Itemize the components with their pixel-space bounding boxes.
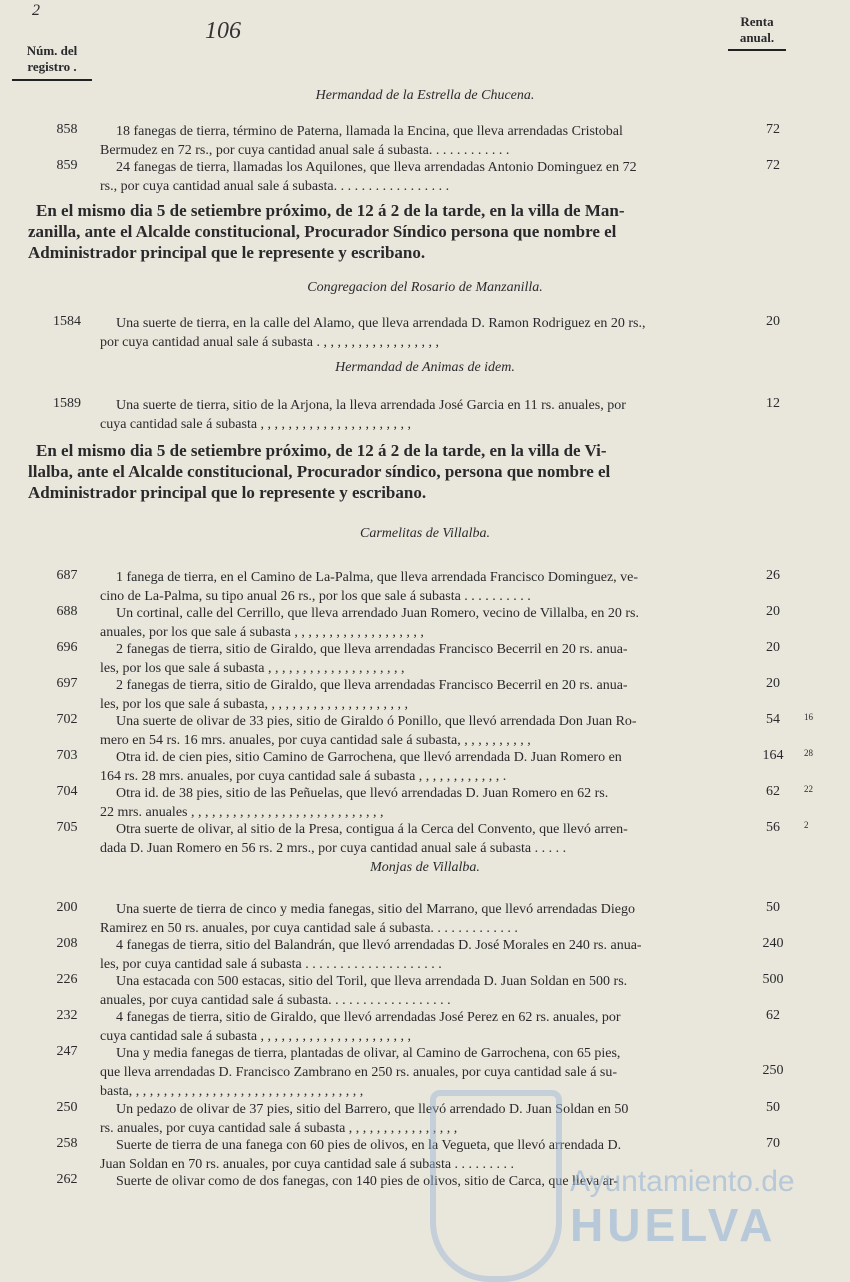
registry-number: 705 <box>56 820 78 835</box>
entry-line: rs., por cuya cantidad anual sale á subasta. . . . . . . . . . . . . . . . . <box>100 179 450 194</box>
entry-line: Una y media fanegas de tierra, plantadas de olivar, al Camino de Garrochena, con 65 pies, <box>116 1046 621 1061</box>
entry-text <box>100 820 760 858</box>
registry-number: 703 <box>56 748 78 763</box>
rent-amount: 20 <box>766 676 780 691</box>
entry-line: Suerte de olivar como de dos fanegas, con 140 pies de olivos, sitio de Carca, que lleva ar- <box>116 1174 619 1189</box>
entry-line: 2 fanegas de tierra, sitio de Giraldo, que lleva arrendadas Francisco Becerril en 20 rs. anua- <box>116 678 628 693</box>
registry-number: 226 <box>56 972 78 987</box>
entry-line: 4 fanegas de tierra, sitio de Giraldo, que llevó arrendadas José Perez en 62 rs. anuales, por <box>116 1010 621 1025</box>
entry-line: 18 fanegas de tierra, término de Paterna, llamada la Encina, que lleva arrendadas Cristobal <box>116 124 623 139</box>
registry-number: 687 <box>56 568 78 583</box>
registry-number: 200 <box>56 900 78 915</box>
section-title-estrella: Hermandad de la Estrella de Chucena. <box>315 88 535 103</box>
header-rule <box>728 49 786 51</box>
rent-maravedis: 28 <box>804 748 813 758</box>
auction-announcement-manzanilla <box>28 200 798 263</box>
rent-amount: 20 <box>766 640 780 655</box>
entry-line: les, por los que sale á subasta , , , , , , , , , , , , , , , , , , , , <box>100 661 405 676</box>
entry-line: 164 rs. 28 mrs. anuales, por cuya cantidad sale á subasta , , , , , , , , , , , , . <box>100 769 507 784</box>
registry-number-header <box>12 43 92 81</box>
registry-number: 258 <box>56 1136 78 1151</box>
entry-line: Una suerte de tierra, en la calle del Alamo, que lleva arrendada D. Ramon Rodriguez en 20 rs., <box>116 316 646 331</box>
rent-maravedis: 2 <box>804 820 809 830</box>
entry-line: mero en 54 rs. 16 mrs. anuales, por cuya cantidad sale á subasta, , , , , , , , , , , <box>100 733 531 748</box>
entry-line: Una suerte de olivar de 33 pies, sitio de Giraldo ó Ponillo, que llevó arrendada Don Juan Ro- <box>116 714 637 729</box>
archive-watermark <box>430 1080 850 1280</box>
entry-line: cuya cantidad sale á subasta , , , , , , , , , , , , , , , , , , , , , , <box>100 417 412 432</box>
rent-amount: 250 <box>762 1063 784 1078</box>
entry-text <box>100 748 760 786</box>
entry-line: 2 fanegas de tierra, sitio de Giraldo, que lleva arrendadas Francisco Becerril en 20 rs. anua- <box>116 642 628 657</box>
entry-line: les, por cuya cantidad sale á subasta . . . . . . . . . . . . . . . . . . . . <box>100 957 442 972</box>
coat-of-arms-icon <box>430 1090 562 1282</box>
entry-text <box>100 604 760 642</box>
entry-text <box>100 158 760 196</box>
entry-line: Una estacada con 500 estacas, sitio del Toril, que lleva arrendada D. Juan Soldan en 500 rs. <box>116 974 628 989</box>
entry-text <box>100 314 760 352</box>
section-title-animas: Hermandad de Animas de idem. <box>335 360 515 375</box>
entry-line: Otra id. de cien pies, sitio Camino de Garrochena, que llevó arrendada D. Juan Romero en <box>116 750 622 765</box>
entry-text <box>100 936 760 974</box>
registry-header-line1: Núm. del <box>26 43 78 58</box>
registry-number: 262 <box>56 1172 78 1187</box>
registry-number: 232 <box>56 1008 78 1023</box>
annual-rent-header <box>728 14 786 51</box>
watermark-text: HUELVA <box>570 1199 777 1251</box>
entry-text <box>100 640 760 678</box>
rent-amount: 500 <box>762 972 784 987</box>
entry-line: 22 mrs. anuales , , , , , , , , , , , , , , , , , , , , , , , , , , , , <box>100 805 384 820</box>
entry-text <box>100 676 760 714</box>
rent-amount: 50 <box>766 1100 780 1115</box>
entry-line: 4 fanegas de tierra, sitio del Balandrán, que llevó arrendadas D. José Morales en 240 rs. anua- <box>116 938 642 953</box>
auction-announcement-villalba <box>28 440 798 503</box>
rent-amount: 54 <box>766 712 780 727</box>
rent-amount: 56 <box>766 820 780 835</box>
section-title-rosario: Congregacion del Rosario de Manzanilla. <box>307 280 543 295</box>
announcement-line: Administrador principal que le represente y escribano. <box>28 243 426 262</box>
entry-line: Un cortinal, calle del Cerrillo, que lleva arrendado Juan Romero, vecino de Villalba, en 20 rs. <box>116 606 639 621</box>
entry-line: que lleva arrendadas D. Francisco Zambrano en 250 rs. anuales, por cuya cantidad sale á su- <box>100 1065 618 1080</box>
registry-number: 1584 <box>53 314 81 329</box>
handwritten-page-number: 106 <box>205 18 241 44</box>
registry-number: 250 <box>56 1100 78 1115</box>
registry-number: 697 <box>56 676 78 691</box>
entry-text <box>100 568 760 606</box>
announcement-line: llalba, ante el Alcalde constitucional, Procurador síndico, persona que nombre el <box>28 462 611 481</box>
entry-text <box>100 900 760 938</box>
entry-line: Otra id. de 38 pies, sitio de las Peñuelas, que llevó arrendadas D. Juan Romero en 62 rs. <box>116 786 609 801</box>
watermark-text: Ayuntamiento.de <box>570 1165 795 1198</box>
registry-number: 859 <box>56 158 78 173</box>
entry-text <box>100 1008 760 1046</box>
rent-amount: 20 <box>766 604 780 619</box>
rent-maravedis: 22 <box>804 784 813 794</box>
registry-number: 696 <box>56 640 78 655</box>
entry-line: dada D. Juan Romero en 56 rs. 2 mrs., por cuya cantidad anual sale á subasta . . . . . <box>100 841 567 856</box>
corner-mark: 2 <box>32 2 40 19</box>
rent-amount: 62 <box>766 784 780 799</box>
entry-line: Suerte de tierra de una fanega con 60 pies de olivos, en la Vegueta, que llevó arrendada D. <box>116 1138 622 1153</box>
entry-text <box>100 972 760 1010</box>
entry-line: anuales, por cuya cantidad sale á subasta. . . . . . . . . . . . . . . . . . <box>100 993 451 1008</box>
registry-header-line2: registro . <box>27 59 77 74</box>
registry-number: 1589 <box>53 396 81 411</box>
entry-line: Otra suerte de olivar, al sitio de la Presa, contigua á la Cerca del Convento, que llevó arren- <box>116 822 628 837</box>
registry-number: 702 <box>56 712 78 727</box>
entry-line: cino de La-Palma, su tipo anual 26 rs., por los que sale á subasta . . . . . . . . . . <box>100 589 531 604</box>
entry-line: Una suerte de tierra, sitio de la Arjona, la lleva arrendada José Garcia en 11 rs. anuales, por <box>116 398 626 413</box>
announcement-line: En el mismo dia 5 de setiembre próximo, de 12 á 2 de la tarde, en la villa de Vi- <box>36 441 607 460</box>
rent-amount: 12 <box>766 396 780 411</box>
entry-line: 24 fanegas de tierra, llamadas los Aquilones, que lleva arrendadas Antonio Dominguez en 72 <box>116 160 637 175</box>
registry-number: 208 <box>56 936 78 951</box>
section-title-monjas: Monjas de Villalba. <box>370 860 480 875</box>
entry-line: por cuya cantidad anual sale á subasta . , , , , , , , , , , , , , , , , , <box>100 335 440 350</box>
rent-amount: 164 <box>762 748 784 763</box>
rent-header-line1: Renta <box>740 14 774 29</box>
entry-line: Juan Soldan en 70 rs. anuales, por cuya cantidad sale á subasta . . . . . . . . . <box>100 1157 515 1172</box>
announcement-line: zanilla, ante el Alcalde constitucional, Procurador Síndico persona que nombre el <box>28 222 617 241</box>
registry-number: 247 <box>56 1044 78 1059</box>
entry-line: rs. anuales, por cuya cantidad sale á subasta , , , , , , , , , , , , , , , , <box>100 1121 458 1136</box>
entry-line: Ramirez en 50 rs. anuales, por cuya cantidad sale á subasta. . . . . . . . . . . . . <box>100 921 518 936</box>
entry-line: les, por los que sale á subasta, , , , , , , , , , , , , , , , , , , , , <box>100 697 408 712</box>
section-title-carmelitas: Carmelitas de Villalba. <box>359 526 490 541</box>
entry-text <box>100 784 760 822</box>
entry-line: 1 fanega de tierra, en el Camino de La-Palma, que lleva arrendada Francisco Dominguez, ve- <box>116 570 639 585</box>
entry-line: basta, , , , , , , , , , , , , , , , , , , , , , , , , , , , , , , , , , <box>100 1084 364 1099</box>
announcement-line: Administrador principal que lo represente y escribano. <box>28 483 427 502</box>
registry-number: 704 <box>56 784 78 799</box>
rent-header-line2: anual. <box>739 30 775 45</box>
rent-amount: 50 <box>766 900 780 915</box>
header-rule <box>12 79 92 81</box>
entry-text <box>100 396 760 434</box>
entry-line: Bermudez en 72 rs., por cuya cantidad anual sale á subasta. . . . . . . . . . . . <box>100 143 510 158</box>
entry-line: anuales, por los que sale á subasta , , , , , , , , , , , , , , , , , , , <box>100 625 424 640</box>
rent-amount: 72 <box>766 122 780 137</box>
entry-text <box>100 712 760 750</box>
entry-line: Un pedazo de olivar de 37 pies, sitio del Barrero, que llevó arrendado D. Juan Soldan en 50 <box>116 1102 629 1117</box>
announcement-line: En el mismo dia 5 de setiembre próximo, de 12 á 2 de la tarde, en la villa de Man- <box>36 201 625 220</box>
entry-line: cuya cantidad sale á subasta , , , , , , , , , , , , , , , , , , , , , , <box>100 1029 412 1044</box>
rent-amount: 26 <box>766 568 780 583</box>
registry-number: 688 <box>56 604 78 619</box>
entry-line: Una suerte de tierra de cinco y media fanegas, sitio del Marrano, que llevó arrendadas Diego <box>116 902 635 917</box>
entry-text <box>100 122 760 160</box>
rent-amount: 240 <box>762 936 784 951</box>
rent-amount: 72 <box>766 158 780 173</box>
rent-amount: 70 <box>766 1136 780 1151</box>
registry-number: 858 <box>56 122 78 137</box>
rent-maravedis: 16 <box>804 712 813 722</box>
rent-amount: 62 <box>766 1008 780 1023</box>
rent-amount: 20 <box>766 314 780 329</box>
